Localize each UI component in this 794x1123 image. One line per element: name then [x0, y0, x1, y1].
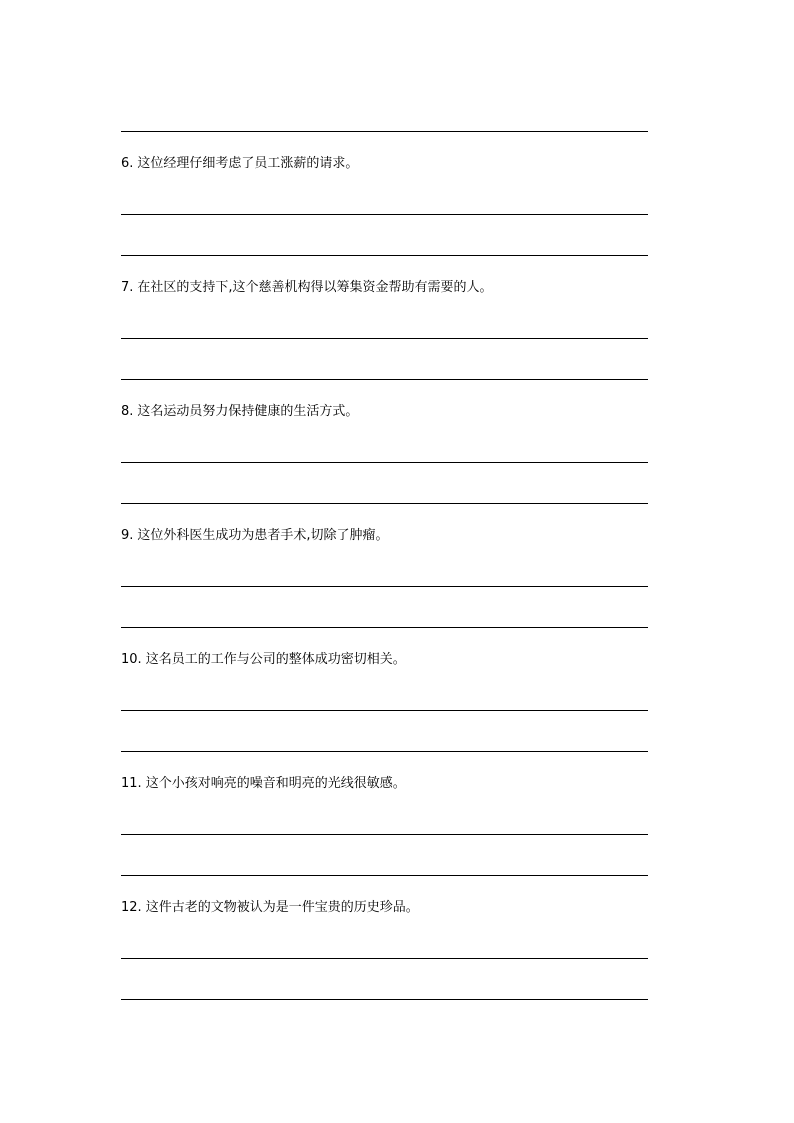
question-text: 这位经理仔细考虑了员工涨薪的请求。: [137, 156, 359, 171]
answer-line[interactable]: [121, 958, 648, 959]
question-9: [121, 528, 661, 544]
answer-line[interactable]: [121, 255, 648, 256]
answer-line[interactable]: [121, 627, 648, 628]
question-number: 12.: [121, 900, 142, 915]
question-8: [121, 404, 661, 420]
answer-line[interactable]: [121, 462, 648, 463]
answer-line[interactable]: [121, 999, 648, 1000]
answer-line[interactable]: [121, 875, 648, 876]
question-number: 10.: [121, 652, 142, 667]
question-number: 7.: [121, 280, 134, 295]
answer-line[interactable]: [121, 586, 648, 587]
question-7: [121, 280, 661, 296]
question-number: 8.: [121, 404, 134, 419]
question-text: 这个小孩对响亮的噪音和明亮的光线很敏感。: [145, 776, 406, 791]
question-text: 这名员工的工作与公司的整体成功密切相关。: [145, 652, 406, 667]
answer-line[interactable]: [121, 834, 648, 835]
answer-line[interactable]: [121, 751, 648, 752]
answer-line[interactable]: [121, 710, 648, 711]
answer-line[interactable]: [121, 379, 648, 380]
question-text: 在社区的支持下,这个慈善机构得以筹集资金帮助有需要的人。: [137, 280, 493, 295]
question-number: 6.: [121, 156, 134, 171]
question-text: 这件古老的文物被认为是一件宝贵的历史珍品。: [145, 900, 419, 915]
answer-line[interactable]: [121, 503, 648, 504]
question-12: [121, 900, 661, 916]
question-11: [121, 776, 661, 792]
answer-line[interactable]: [121, 214, 648, 215]
question-text: 这位外科医生成功为患者手术,切除了肿瘤。: [137, 528, 389, 543]
answer-line[interactable]: [121, 338, 648, 339]
question-10: [121, 652, 661, 668]
question-number: 9.: [121, 528, 134, 543]
answer-line: [121, 131, 648, 132]
question-6: [121, 156, 661, 172]
question-text: 这名运动员努力保持健康的生活方式。: [137, 404, 359, 419]
question-number: 11.: [121, 776, 142, 791]
